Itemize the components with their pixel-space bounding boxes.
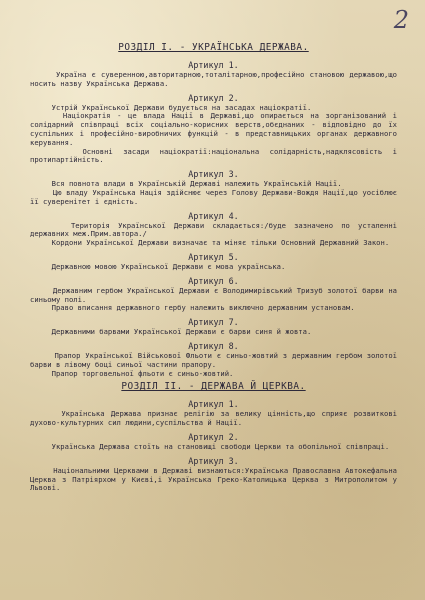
article-paragraph: Кордони Української Держави визначає та міняє тільки Основний Державний Закон. (30, 238, 390, 248)
article-paragraph: Основні засади націократії:національна солідарність,надклясовість і протипартійність. (30, 146, 402, 165)
article-heading: Артикул 5. (188, 251, 239, 262)
article-heading: Артикул 8. (188, 340, 239, 351)
article-heading: Артикул 2. (188, 92, 239, 103)
article-heading: Артикул 3. (188, 169, 239, 180)
section-title: РОЗДІЛ ІІ. - ДЕРЖАВА Й ЦЕРКВА. (121, 381, 306, 393)
article-2-1 (30, 399, 402, 428)
article-heading: Артикул 6. (188, 275, 239, 286)
article-heading: Артикул 3. (188, 455, 239, 466)
section-title: РОЗДІЛ І. - УКРАЇНСЬКА ДЕРЖАВА. (118, 42, 309, 53)
article-1-2 (30, 92, 402, 166)
section-2 (30, 381, 402, 493)
article-1-3 (30, 169, 402, 206)
article-paragraph: Національними Церквами в Державі визнаються:Українська Православна Автокефальна Церква з Патріярхом у Києві,і Українська Греко-Католицька Церква з Митрополитом у Львові. (30, 465, 402, 493)
article-paragraph: Право вписання державного гербу належить виключно державним установам. (30, 303, 355, 313)
article-paragraph: Українська Держава признає релігію за велику цінність,що сприяє розвиткові духово-культурних сил людини,суспільства й Нації. (30, 409, 402, 428)
page-number: 2 (393, 6, 409, 34)
article-paragraph: Націократія - це влада Нації в Державі,що опирається на зорганізований і солідарний співпраці всіх соціально-корисних верств,обєднаних - відповідно до їх суспільних і професійно-виробничих функцій - в представницьких органах державного керування. (30, 111, 402, 147)
article-paragraph: Вся повнота влади в Українській Державі належить Українській Нації. (30, 179, 342, 189)
article-heading: Артикул 7. (188, 317, 239, 328)
article-heading: Артикул 1. (188, 60, 239, 70)
article-1-6 (30, 275, 402, 313)
article-paragraph: Державними барвами Української Держави є барви синя й жовта. (30, 327, 312, 337)
article-1-8 (30, 340, 402, 378)
article-paragraph: Устрій Української Держави будується на засадах націократії. (30, 102, 312, 112)
article-heading: Артикул 2. (188, 431, 239, 442)
article-1-7 (30, 317, 397, 337)
article-heading: Артикул 4. (188, 210, 239, 221)
article-paragraph: Цю владу Українська Нація здійснює через Голову Держави-Вождя Нації,що уосіблює її суверенітет і єдність. (30, 187, 402, 206)
section-1 (30, 42, 402, 378)
article-paragraph: Державною мовою Української Держави є мова українська. (30, 261, 286, 271)
article-paragraph: Україна є суверенною,авторитарною,тоталітарною,професійно становою державою,що носить назву Українська Держава. (30, 70, 402, 88)
article-paragraph: Державним гербом Української Держави є Володимирівський Тризуб золотої барви на синьому полі. (30, 285, 402, 304)
article-2-2 (30, 432, 397, 452)
article-1-5 (30, 252, 397, 272)
article-heading: Артикул 1. (188, 399, 239, 410)
article-1-4 (30, 210, 402, 248)
article-paragraph: Прапор торговельної фльоти є синьо-жовтий. (30, 368, 234, 378)
article-paragraph: Українська Держава стоїть на становищі свободи Церкви та обопільної співпраці. (30, 441, 390, 451)
article-2-3 (30, 455, 402, 493)
article-paragraph: Прапор Української Військової Фльоти є синьо-жовтий з державним гербом золотої барви в лівому боці синьої частини прапору. (30, 350, 402, 369)
article-1-1 (30, 60, 402, 89)
article-paragraph: Територія Української Держави складається:/буде зазначено по усталенні державних меж.Прим.автора./ (30, 220, 402, 239)
